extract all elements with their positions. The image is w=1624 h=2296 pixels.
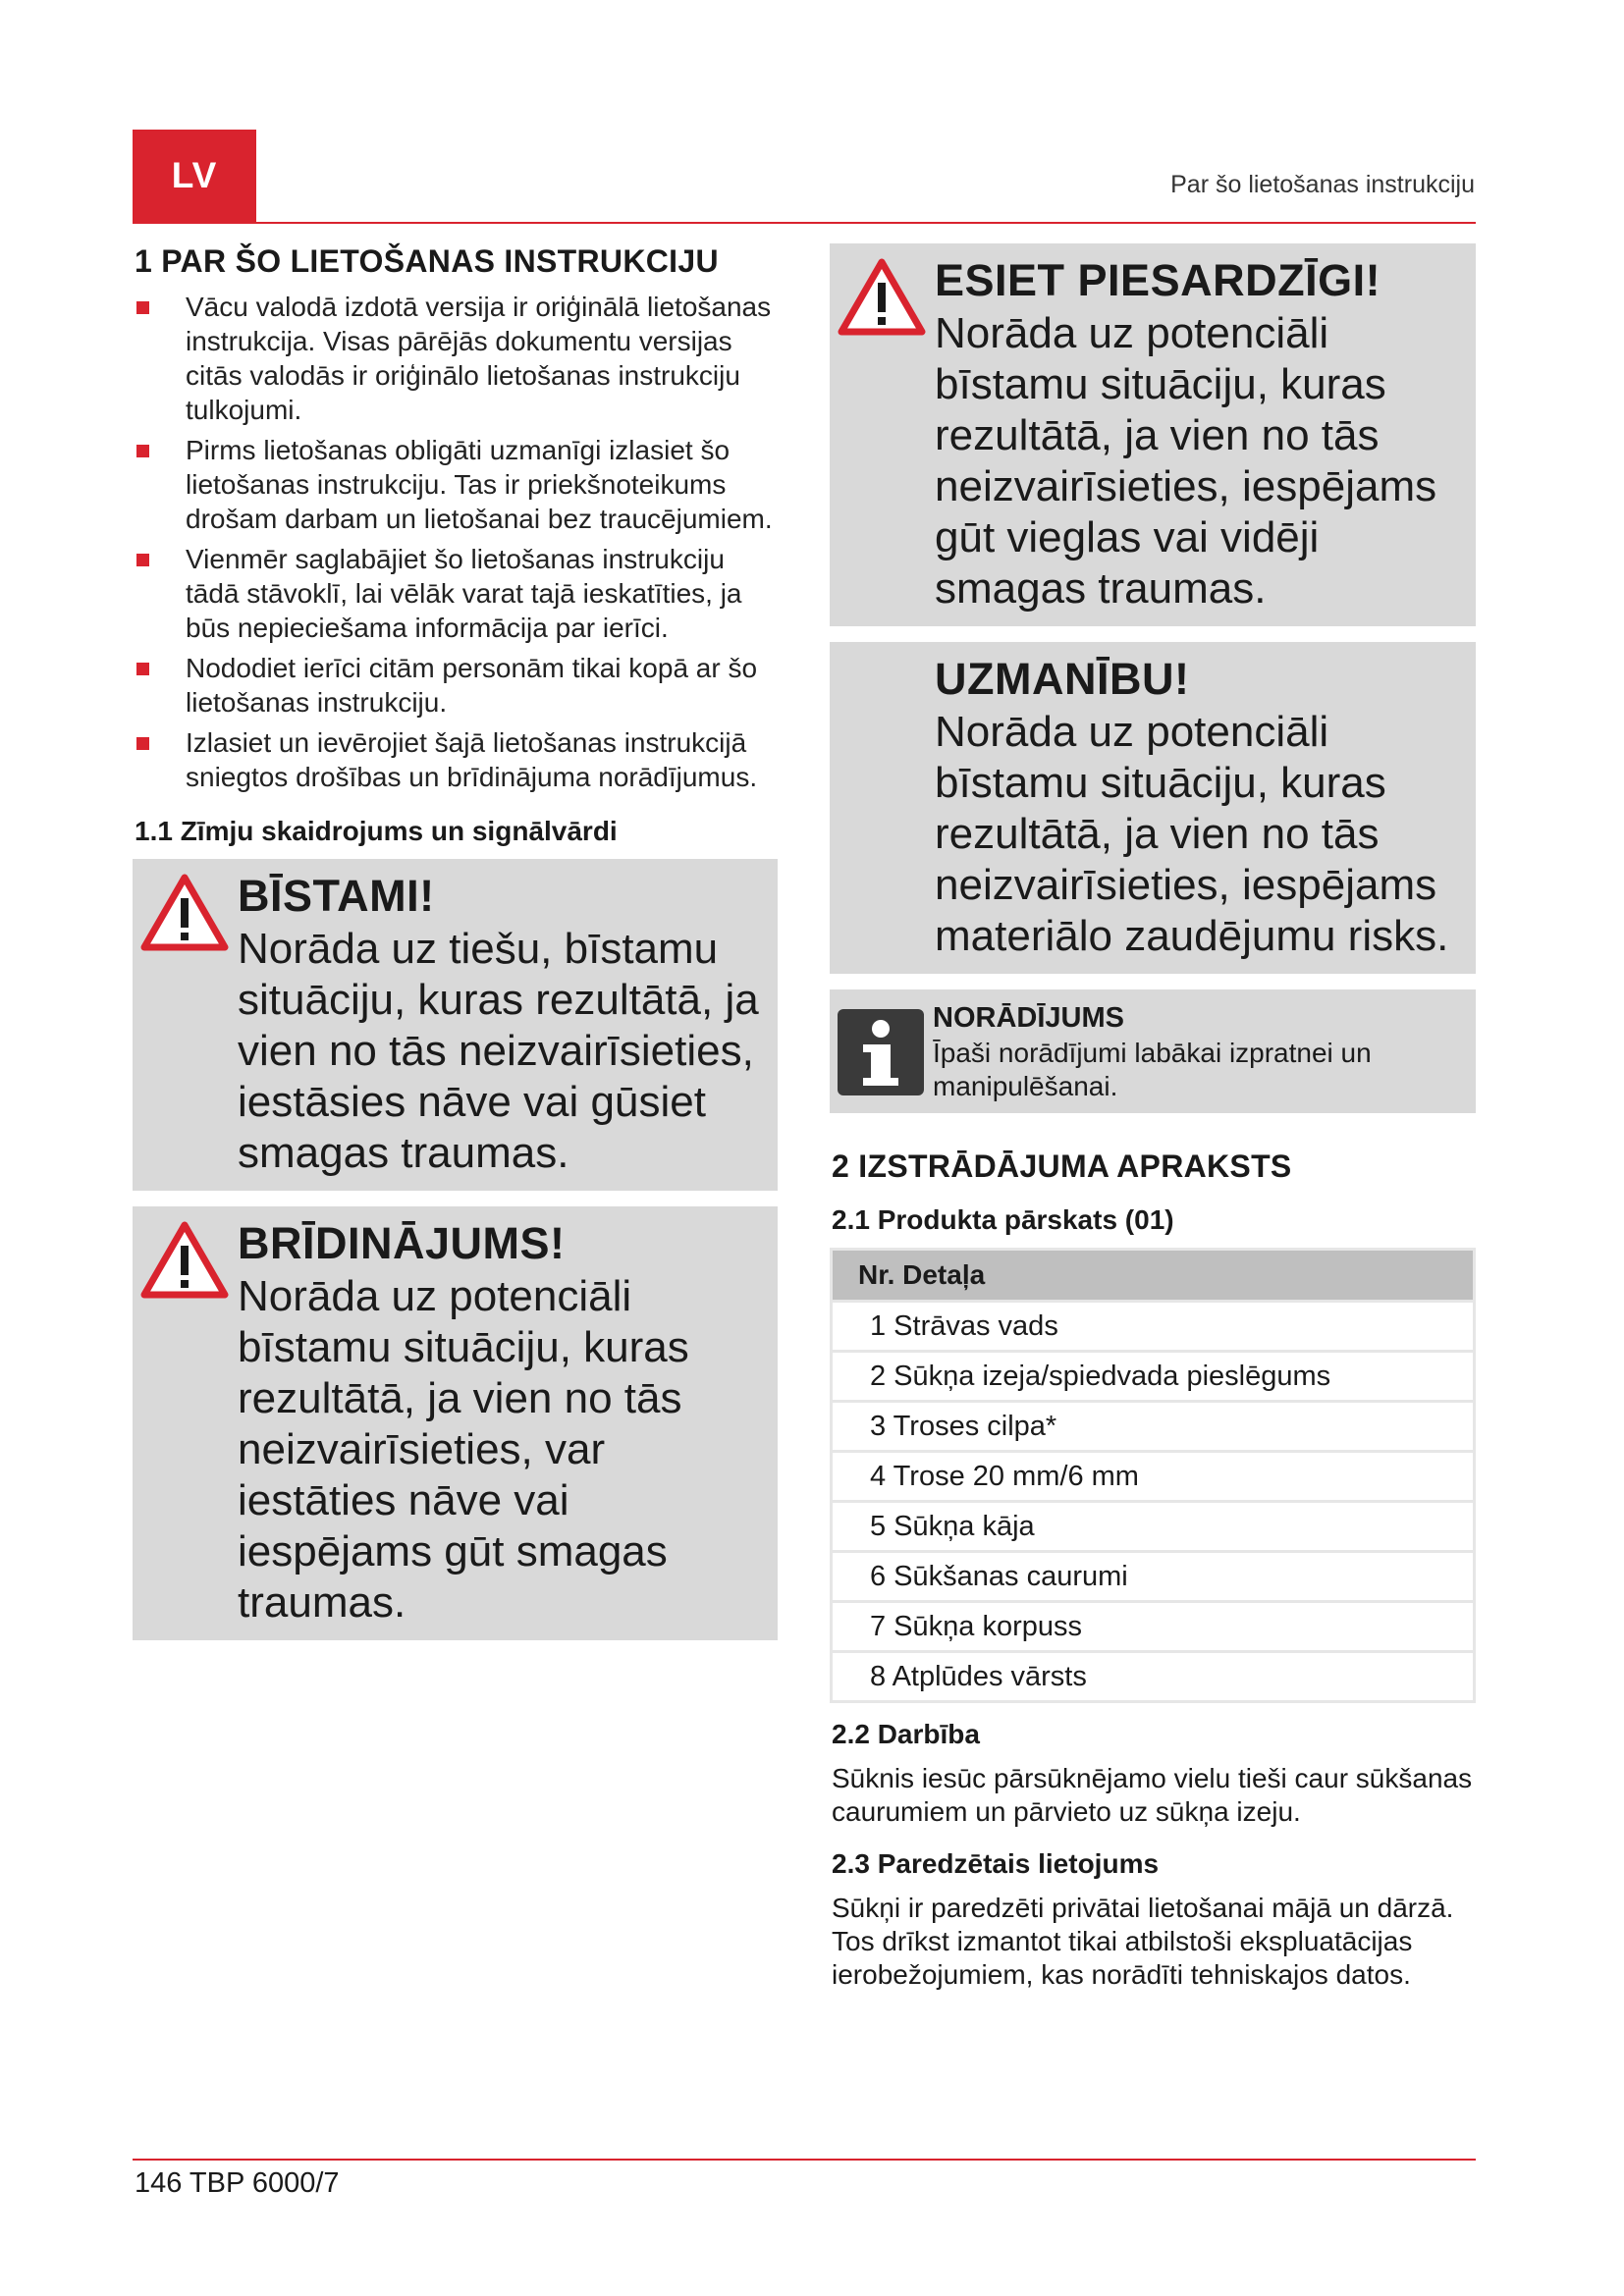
section-2-2-heading: 2.2 Darbība [832, 1719, 980, 1749]
warning-triangle-icon [838, 257, 926, 336]
list-item-text: Nododiet ierīci citām personām tikai kopā ar šo lietošanas instrukciju. [186, 653, 758, 718]
bullet-square-icon [136, 663, 149, 675]
warning-text: Norāda uz potenciāli bīstamu situāciju, kuras rezultātā, ja vien no tās neizvairīsieties, var iestāties nāve vai iespējams gūt smagas traumas. [238, 1272, 689, 1627]
list-item-text: Izlasiet un ievērojiet šajā lietošanas instrukcijā sniegtos drošības un brīdinājuma norādījumus. [186, 727, 758, 792]
bullet-square-icon [136, 301, 149, 314]
header-divider [133, 222, 1476, 224]
table-cell: 6 Sūkšanas caurumi [832, 1552, 1475, 1602]
list-item [133, 725, 778, 794]
left-column [133, 243, 778, 1656]
info-note-text: Īpaši norādījumi labākai izpratnei un manipulēšanai. [933, 1038, 1372, 1101]
table-row [832, 1302, 1475, 1352]
operation-text: Sūknis iesūc pārsūknējamo vielu tieši caur sūkšanas caurumiem un pārvieto uz sūkņa izeju. [832, 1763, 1473, 1827]
table-row [832, 1552, 1475, 1602]
right-column [830, 243, 1476, 2011]
caution-panel [830, 243, 1476, 626]
notice-title: UZMANĪBU! [935, 654, 1190, 704]
table-cell: 2 Sūkņa izeja/spiedvada pieslēgums [832, 1352, 1475, 1402]
section-2-heading: 2 IZSTRĀDĀJUMA APRAKSTS [832, 1148, 1292, 1184]
table-row [832, 1452, 1475, 1502]
danger-text: Norāda uz tiešu, bīstamu situāciju, kuras rezultātā, ja vien no tās neizvairīsieties, iestāsies nāve vai gūsiet smagas traumas. [238, 925, 759, 1177]
info-note-panel [830, 989, 1476, 1113]
bullet-square-icon [136, 554, 149, 566]
list-item-text: Vācu valodā izdotā versija ir oriģinālā lietošanas instrukcija. Visas pārējās dokumentu versijas citās valodās ir oriģinālo lietošanas instrukciju tulkojumi. [186, 292, 772, 425]
list-item [133, 651, 778, 720]
page-header-title: Par šo lietošanas instrukciju [1170, 171, 1475, 198]
table-cell: 8 Atplūdes vārsts [832, 1652, 1475, 1702]
warning-triangle-icon [140, 873, 229, 951]
danger-title: BĪSTAMI! [238, 871, 435, 921]
danger-panel [133, 859, 778, 1191]
intro-bullet-list [133, 290, 778, 794]
parts-table [830, 1248, 1476, 1703]
info-note-title: NORĀDĪJUMS [933, 1002, 1124, 1034]
table-cell: 7 Sūkņa korpuss [832, 1602, 1475, 1652]
caution-text: Norāda uz potenciāli bīstamu situāciju, kuras rezultātā, ja vien no tās neizvairīsieties, iespējams gūt vieglas vai vidēji smagas traumas. [935, 309, 1437, 613]
table-cell: 1 Strāvas vads [832, 1302, 1475, 1352]
bullet-square-icon [136, 445, 149, 457]
footer-divider [133, 2159, 1476, 2161]
table-row [832, 1402, 1475, 1452]
section-2-1-heading: 2.1 Produkta pārskats (01) [832, 1204, 1174, 1235]
intended-use-text: Sūkņi ir paredzēti privātai lietošanai mājā un dārzā. Tos drīkst izmantot tikai atbilstoši ekspluatācijas ierobežojumiem, kas norādīti tehniskajos datos. [832, 1893, 1454, 1990]
table-header-row [832, 1250, 1475, 1302]
table-header-cell: Nr. Detaļa [832, 1250, 1475, 1302]
caution-title: ESIET PIESARDZĪGI! [935, 255, 1381, 305]
info-icon [838, 1009, 924, 1095]
language-tab: LV [133, 130, 256, 222]
notice-panel [830, 642, 1476, 974]
list-item-text: Vienmēr saglabājiet šo lietošanas instrukciju tādā stāvoklī, lai vēlāk varat tajā ieskatīties, ja būs nepieciešama informācija par ierīci. [186, 544, 742, 643]
section-1-heading: 1 PAR ŠO LIETOŠANAS INSTRUKCIJU [135, 243, 719, 279]
section-1-1-heading: 1.1 Zīmju skaidrojums un signālvārdi [135, 816, 618, 846]
table-row [832, 1602, 1475, 1652]
page-footer: 146 TBP 6000/7 [135, 2167, 340, 2199]
warning-panel [133, 1206, 778, 1640]
table-row [832, 1502, 1475, 1552]
table-cell: 3 Troses cilpa* [832, 1402, 1475, 1452]
warning-triangle-icon [140, 1220, 229, 1299]
list-item [133, 542, 778, 645]
warning-title: BRĪDINĀJUMS! [238, 1218, 566, 1268]
notice-text: Norāda uz potenciāli bīstamu situāciju, kuras rezultātā, ja vien no tās neizvairīsieties, iespējams materiālo zaudējumu risks. [935, 708, 1449, 960]
table-cell: 4 Trose 20 mm/6 mm [832, 1452, 1475, 1502]
bullet-square-icon [136, 737, 149, 750]
table-row [832, 1652, 1475, 1702]
section-2-3-heading: 2.3 Paredzētais lietojums [832, 1848, 1160, 1879]
table-row [832, 1352, 1475, 1402]
list-item [133, 433, 778, 536]
table-cell: 5 Sūkņa kāja [832, 1502, 1475, 1552]
list-item-text: Pirms lietošanas obligāti uzmanīgi izlasiet šo lietošanas instrukciju. Tas ir priekšnoteikums drošam darbam un lietošanai bez traucējumiem. [186, 435, 773, 534]
list-item [133, 290, 778, 427]
